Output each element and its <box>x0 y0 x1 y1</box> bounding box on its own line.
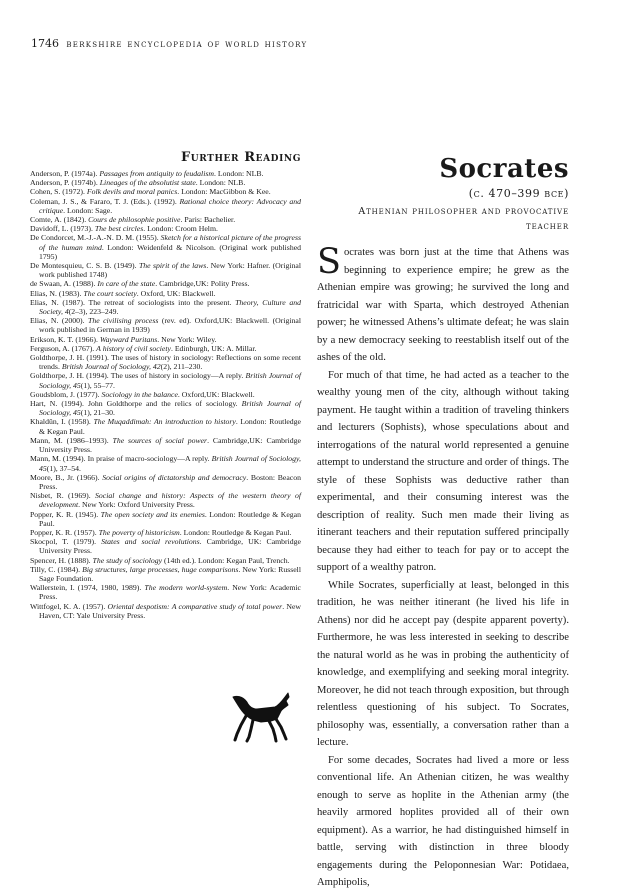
reference-work-title: A history of civil society <box>96 343 171 353</box>
reference-item <box>30 491 301 509</box>
reference-work-title: The court society <box>83 288 137 298</box>
article-dates: (c. 470–399 bce) <box>468 187 569 200</box>
reference-list <box>30 169 301 620</box>
reference-text: (2–3), 223–249. <box>68 307 119 317</box>
article-paragraph: For much of that time, he had acted as a teacher to the wealthy young men of the city, although without taking payment. He taught within a tradition of traveling thinkers and lecturers (Sophists), whose speculations about and interrogations of the natural world represented a genuine attempt to understand the structure and order of things. The style of these Sophists was deductive rather than experimental, and their consuming interest was the description of reality. Such men made their living as itinerant teachers and their reputation suffered principally because they had either to teach for pay or to accept the support of a wealthy patron. <box>317 369 569 573</box>
reference-text: (1), 21–30. <box>80 408 115 418</box>
reference-text: Spencer, H. (1888). <box>30 555 93 565</box>
reference-item <box>30 344 301 353</box>
reference-text: Tilly, C. (1984). <box>30 564 83 574</box>
reference-work-title: Sociology in the balance <box>101 389 178 399</box>
reference-work-title: Cours de philosophie positive <box>88 215 181 225</box>
reference-item <box>30 224 301 233</box>
reference-text: Elias, N. (1987). The retreat of sociologists into the present. <box>30 297 236 307</box>
reference-item <box>30 187 301 196</box>
reference-item <box>30 215 301 224</box>
reference-text: . New York: Academic Press. <box>39 583 302 602</box>
reference-text: De Montesquieu, C. S. B. (1949). <box>30 261 139 271</box>
reference-text: Popper, K. R. (1957). <box>30 527 99 537</box>
reference-text: . Oxford, UK: Blackwell. <box>136 288 216 298</box>
reference-text: Goldthorpe, J. H. (1994). The uses of history in sociology—A reply. <box>30 371 246 381</box>
reference-text: Cohen, S. (1972). <box>30 187 87 197</box>
reference-text: . London: NLB. <box>195 178 246 188</box>
reference-text: . London: Routledge & Kegan Paul. <box>179 527 292 537</box>
reference-text: (rev. ed). Oxford,UK: Blackwell. (Original work published in German in 1939) <box>39 316 301 335</box>
reference-text: . London: MacGibbon & Kee. <box>177 187 271 197</box>
reference-item <box>30 510 301 528</box>
reference-work-title: Sketch for a historical picture of the progress of the human mind <box>39 233 301 252</box>
reference-text: Skocpol, T. (1979). <box>30 537 102 547</box>
further-reading-section <box>30 150 301 620</box>
reference-text: Anderson, P. (1974a). <box>30 169 100 178</box>
reference-text: Wallerstein, I. (1974, 1980, 1989). <box>30 583 145 593</box>
reference-work-title: The study of sociology <box>92 555 163 565</box>
reference-text: Erikson, K. T. (1966). <box>30 334 100 344</box>
reference-text: . London: Routledge & Kegan Paul. <box>39 417 302 436</box>
reference-item <box>30 353 301 371</box>
reference-item <box>30 371 301 389</box>
running-title: berkshire encyclopedia of world history <box>66 39 308 50</box>
reference-item <box>30 537 301 555</box>
reference-text: . London: NLB. <box>213 169 264 178</box>
reference-text: . New York: Wiley. <box>157 334 217 344</box>
reference-text: (1), 37–54. <box>46 463 81 473</box>
reference-item <box>30 436 301 454</box>
article-paragraph <box>317 244 569 367</box>
reference-work-title: In care of the state <box>97 279 156 289</box>
reference-work-title: The open society and its enemies <box>100 509 205 519</box>
reference-work-title: The civilising process <box>88 316 159 326</box>
reference-work-title: Rational choice theory: Advocacy and critique <box>39 196 302 215</box>
reference-text: . Cambridge, UK: Cambridge University Press. <box>39 537 301 556</box>
reference-work-title: The Muqaddimah: An introduction to history <box>93 417 236 427</box>
reference-item <box>30 197 301 215</box>
reference-work-title: British Journal of Sociology, 45 <box>39 454 301 473</box>
reference-text: . London: Weidenfeld & Nicolson. (Original work published 1795) <box>39 242 302 261</box>
reference-work-title: Folk devils and moral panics <box>86 187 178 197</box>
reference-text: . Oxford,UK: Blackwell. <box>177 389 255 399</box>
reference-work-title: Social origins of dictatorship and democracy <box>102 472 247 482</box>
reference-text: . Cambridge,UK: Cambridge University Press. <box>39 435 301 455</box>
reference-work-title: Passages from antiquity to feudalism <box>99 169 214 178</box>
reference-text: Goldthorpe, J. H. (1991). The uses of history in sociology: Reflections on some recent trends. <box>30 353 301 372</box>
reference-work-title: British Journal of Sociology, 42 <box>61 362 161 372</box>
reference-item <box>30 556 301 565</box>
reference-text: . New York: Russell Sage Foundation. <box>39 564 301 583</box>
reference-text: Moore, B., Jr. (1966). <box>30 472 103 482</box>
reference-item <box>30 417 301 435</box>
page-number: 1746 <box>31 37 59 50</box>
further-reading-title: Further Reading <box>180 150 301 165</box>
reference-text: Popper, K. R. (1945). <box>30 509 101 519</box>
reference-work-title: The sources of social power <box>112 435 208 445</box>
reference-text: . Edinburgh, UK: A. Millar. <box>170 343 257 353</box>
reference-text: Nisbet, R. (1969). <box>30 491 96 501</box>
article-section <box>317 155 569 892</box>
reference-item <box>30 289 301 298</box>
running-header <box>31 37 591 50</box>
reference-work-title: Wayward Puritans <box>99 334 158 344</box>
article-title: Socrates <box>439 154 569 184</box>
reference-work-title: Theory, Culture and Society, 4 <box>39 297 301 317</box>
reference-item <box>30 473 301 491</box>
reference-text: Coleman, J. S., & Fararo, T. J. (Eds.). (1992). <box>30 196 180 206</box>
reference-text: . Paris: Bachelier. <box>180 215 236 225</box>
reference-text: Comte, A. (1842). <box>30 215 89 225</box>
article-paragraph: For some decades, Socrates had lived a more or less conventional life. An Athenian citizen, he was wealthy enough to serve as hoplite in the Athenian army (the heavily armored hoplites provided all of their own equipment). As a warrior, he had distinguished himself in battle, serving with distinction in three bloody engagements during the Peloponnesian War: Potidaea, Amphipolis, <box>317 754 569 888</box>
reference-item <box>30 279 301 288</box>
reference-work-title: The spirit of the laws <box>138 261 207 271</box>
reference-item <box>30 528 301 537</box>
reference-text: . London: Sage. <box>63 205 113 215</box>
reference-text: (1), 55–77. <box>80 380 115 390</box>
reference-work-title: States and social revolutions <box>101 537 200 547</box>
reference-text: Elias, N. (2000). <box>30 316 89 326</box>
reference-item <box>30 335 301 344</box>
paragraph-text: ocrates was born just at the time that Athens was beginning to experience empire; he grew as the Athenian empire was growing; he survived the long and fratricidal war with Sparta, which destroyed Athenian power; he witnessed Athens’s ultimate defeat; he was slain by a new democracy seeking to reestablish itself out of the ashes of the old. <box>317 247 569 363</box>
reference-item <box>30 390 301 399</box>
article-body <box>317 244 569 892</box>
reference-item <box>30 169 301 178</box>
reference-work-title: Lineages of the absolutist state <box>99 178 196 188</box>
reference-text: De Condorcet, M.-J.-A.-N. D. M. (1955). <box>30 233 161 243</box>
reference-work-title: Oriental despotism: A comparative study of total power <box>107 601 283 611</box>
reference-text: Anderson, P. (1974b). <box>30 178 100 188</box>
reference-item <box>30 583 301 601</box>
reference-work-title: Social change and history: Aspects of the western theory of development <box>39 491 301 510</box>
reference-text: Mann, M. (1986–1993). <box>30 435 113 445</box>
reference-text: . London: Croom Helm. <box>143 224 218 234</box>
reference-text: . Boston: Beacon Press. <box>39 472 301 491</box>
drop-cap: S <box>317 242 341 282</box>
reference-text: . New Haven, CT: Yale University Press. <box>39 601 301 620</box>
reference-item <box>30 261 301 279</box>
reference-work-title: The poverty of historicism <box>98 527 180 537</box>
reference-work-title: British Journal of Sociology, 45 <box>39 399 301 418</box>
reference-item <box>30 316 301 334</box>
reference-item <box>30 233 301 261</box>
reference-text: . Cambridge,UK: Polity Press. <box>155 279 250 289</box>
reference-text: Mann, M. (1994). In praise of macro-sociology—A reply. <box>30 454 212 464</box>
reference-text: (2), 211–230. <box>160 362 203 372</box>
reference-text: Khaldûn, I. (1958). <box>30 417 94 427</box>
reference-text: (14th ed.). London: Kegan Paul, Trench. <box>162 555 290 565</box>
reference-item <box>30 178 301 187</box>
reference-item <box>30 565 301 583</box>
reference-text: Ferguson, A. (1767). <box>30 343 97 353</box>
reference-text: de Swaan, A. (1988). <box>30 279 98 289</box>
article-paragraph: While Socrates, superficially at least, belonged in this tradition, he was neither itinerant (he lived his life in Athens) nor did he accept pay (despite apparent poverty). Furthermore, he was less interested in seeking to describe the natural world as he was in probing the authenticity of knowledge, and exemplifying and seeking moral integrity. Moreover, he did not teach through exposition, but through relentless questioning of his subject. To Socrates, philosophy was, essentially, a conversation rather than a lecture. <box>317 579 569 748</box>
reference-text: Wittfogel, K. A. (1957). <box>30 601 108 611</box>
reference-text: . New York: Oxford University Press. <box>78 500 195 510</box>
reference-item <box>30 602 301 620</box>
reference-text: Goudsblom, J. (1977). <box>30 389 102 399</box>
reference-text: . London: Routledge & Kegan Paul. <box>39 509 301 528</box>
reference-work-title: Big structures, large processes, huge comparisons <box>82 564 239 574</box>
reference-text: Hart, N. (1994). John Goldthorpe and the relics of sociology. <box>30 399 242 409</box>
reference-item <box>30 454 301 472</box>
reference-work-title: British Journal of Sociology, 45 <box>39 371 301 390</box>
reference-text: . New York: Hafner. (Original work published 1748) <box>39 261 301 280</box>
article-subtitle: Athenian philosopher and provocative teacher <box>358 206 569 232</box>
reference-work-title: The best circles <box>94 224 144 234</box>
reference-item <box>30 399 301 417</box>
reference-text: Davidoff, L. (1973). <box>30 224 95 234</box>
horse-icon <box>231 689 291 743</box>
reference-work-title: The modern world-system <box>144 583 228 593</box>
reference-item <box>30 298 301 316</box>
reference-text: Elias, N. (1983). <box>30 288 84 298</box>
